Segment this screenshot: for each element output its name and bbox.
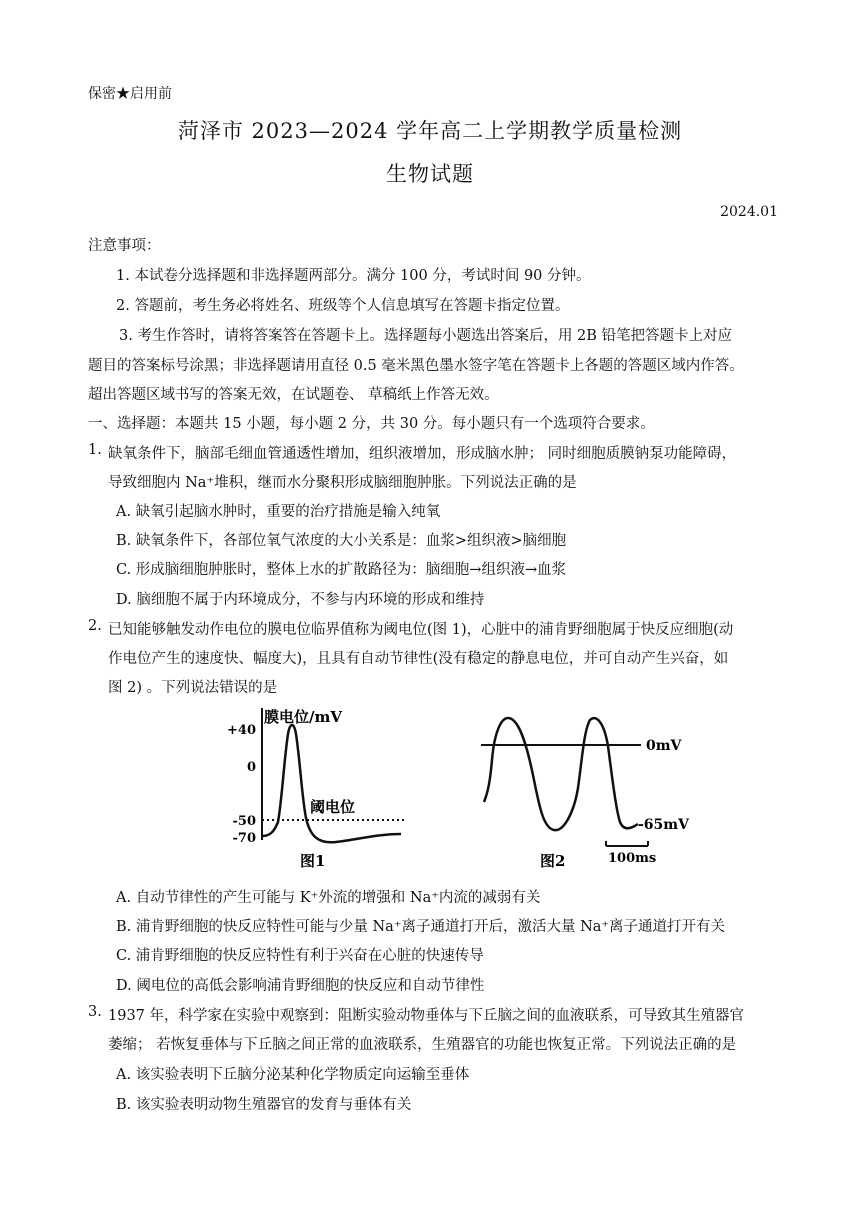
option-a: A. 缺氧引起脑水肿时，重要的治疗措施是输入纯氧 [116, 504, 441, 520]
option-a: A. 该实验表明下丘脑分泌某种化学物质定向运输至垂体 [116, 1067, 470, 1083]
fig2-curve [484, 718, 638, 830]
confidential-label: 保密★启用前 [88, 86, 172, 102]
question-text: 缺氧条件下，脑部毛细血管通透性增加，组织液增加，形成脑水肿； 同时细胞质膜钠泵功能障碍， [108, 446, 737, 462]
exam-date: 2024.01 [720, 204, 778, 220]
option-c: C. 浦肯野细胞的快反应特性有利于兴奋在心脏的快速传导 [116, 948, 484, 964]
fig1-tick-minus70: -70 [232, 831, 256, 846]
option-d: D. 阈电位的高低会影响浦肯野细胞的快反应和自动节律性 [116, 978, 485, 994]
notice-heading: 注意事项： [88, 238, 161, 254]
question-text: 图 2) 。下列说法错误的是 [108, 680, 278, 696]
fig1-caption: 图1 [300, 852, 326, 870]
option-d: D. 脑细胞不属于内环境成分，不参与内环境的形成和维持 [116, 592, 485, 608]
fig1-tick-40: +40 [227, 723, 256, 738]
question-text: 萎缩； 若恢复垂体与下丘脑之间正常的血液联系，生殖器官的功能也恢复正常。下列说法正确的是 [108, 1037, 737, 1053]
option-b: B. 缺氧条件下，各部位氧气浓度的大小关系是：血浆>组织液>脑细胞 [116, 533, 567, 549]
notice-item: 2. 答题前，考生务必将姓名、班级等个人信息填写在答题卡指定位置。 [116, 298, 570, 314]
figure-2 [481, 718, 690, 870]
fig2-rest-label: -65mV [638, 817, 689, 833]
question-number: 2. [88, 618, 102, 634]
question-number: 1. [88, 442, 102, 458]
question-text: 已知能够触发动作电位的膜电位临界值称为阈电位(图 1)，心脏中的浦肯野细胞属于快反应细胞(动 [108, 622, 734, 638]
fig1-ylabel: 膜电位/mV [264, 708, 342, 726]
section-heading: 一、选择题：本题共 15 小题，每小题 2 分，共 30 分。每小题只有一个选项符合要求。 [88, 416, 655, 432]
notice-item: 3. 考生作答时，请将答案答在答题卡上。选择题每小题选出答案后，用 2B 铅笔把答题卡上对应 [119, 328, 733, 344]
action-potential-figure [226, 700, 696, 872]
option-b: B. 该实验表明动物生殖器官的发育与垂体有关 [116, 1097, 412, 1113]
fig1-threshold-label: 阈电位 [310, 798, 356, 816]
option-c: C. 形成脑细胞肿胀时，整体上水的扩散路径为：脑细胞→组织液→血浆 [116, 562, 567, 578]
question-number: 3. [88, 1004, 102, 1020]
fig1-tick-0: 0 [246, 760, 256, 775]
fig2-zero-label: 0mV [646, 738, 682, 754]
notice-item: 1. 本试卷分选择题和非选择题两部分。满分 100 分，考试时间 90 分钟。 [116, 268, 591, 284]
exam-title: 菏泽市 2023—2024 学年高二上学期教学质量检测 [177, 119, 683, 143]
fig1-curve [262, 725, 401, 842]
question-text: 1937 年，科学家在实验中观察到：阻断实验动物垂体与下丘脑之间的血液联系，可导致其生殖器官 [108, 1008, 745, 1024]
fig1-tick-minus50: -50 [232, 814, 256, 829]
option-a: A. 自动节律性的产生可能与 K⁺外流的增强和 Na⁺内流的减弱有关 [116, 890, 541, 906]
fig2-scale-label: 100ms [608, 851, 657, 866]
exam-subject: 生物试题 [386, 162, 474, 186]
figure-1 [227, 708, 404, 870]
question-text: 导致细胞内 Na⁺堆积，继而水分聚积形成脑细胞肿胀。下列说法正确的是 [108, 475, 577, 491]
option-b: B. 浦肯野细胞的快反应特性可能与少量 Na⁺离子通道打开后，激活大量 Na⁺离子通道打开有关 [116, 919, 726, 935]
notice-item: 题目的答案标号涂黑；非选择题请用直径 0.5 毫米黑色墨水签字笔在答题卡上各题的答题区域内作答。 [88, 358, 744, 374]
question-text: 作电位产生的速度快、幅度大)，且具有自动节律性(没有稳定的静息电位，并可自动产生兴奋，如 [108, 651, 729, 667]
notice-item: 超出答题区域书写的答案无效，在试题卷、 草稿纸上作答无效。 [88, 387, 499, 403]
fig2-caption: 图2 [540, 852, 566, 870]
